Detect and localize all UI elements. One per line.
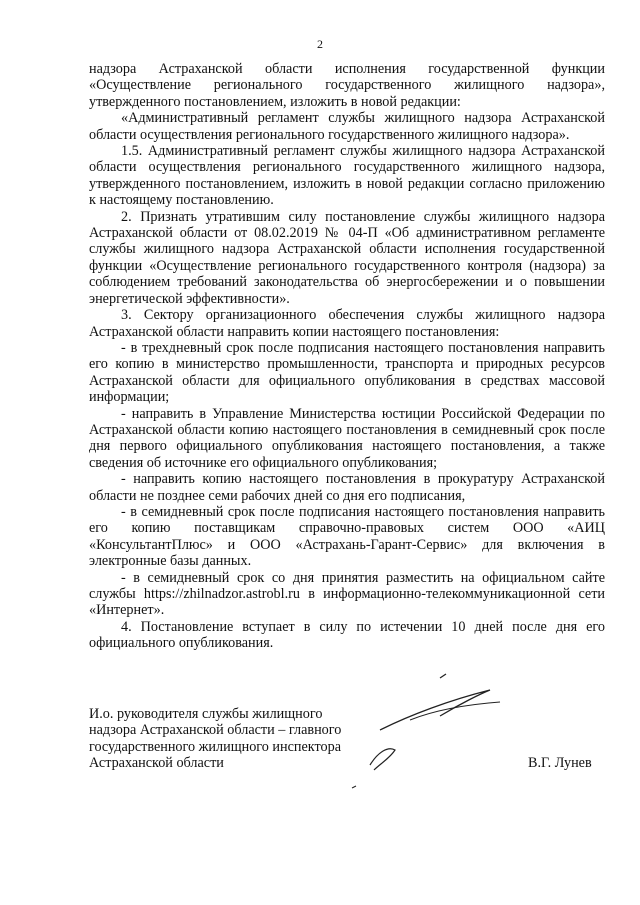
position-line: Астраханской области — [89, 755, 224, 772]
paragraph: 1.5. Административный регламент службы жилищного надзора Астраханской области осуществления регионального государственного жилищного надзора, утвержденного постановлением, изложить в новой редакции согласно приложению к настоящему постановлению. — [89, 143, 605, 209]
paragraph: - направить копию настоящего постановления в прокуратуру Астраханской области не позднее семи рабочих дней со дня его подписания, — [89, 471, 605, 504]
paragraph: 2. Признать утратившим силу постановление службы жилищного надзора Астраханской области от 08.02.2019 № 04-П «Об административном регламенте службы жилищного надзора Астраханской области исполнения государственной функции «Осуществление регионального государственного контроля (надзора) за соблюдением требований законодательства об энергосбережении и о повышении энергетической эффективности». — [89, 208, 605, 307]
paragraph: 3. Сектору организационного обеспечения службы жилищного надзора Астраханской области направить копии настоящего постановления: — [89, 307, 605, 340]
paragraph: - в семидневный срок со дня принятия разместить на официальном сайте службы https://zhilnadzor.astrobl.ru в информационно-телекоммуникационной сети «Интернет». — [89, 569, 605, 619]
document-body — [89, 61, 605, 652]
paragraph: «Административный регламент службы жилищного надзора Астраханской области осуществления регионального государственного жилищного надзора». — [89, 110, 605, 143]
position-line: надзора Астраханской области – главного — [89, 722, 342, 739]
position-line: И.о. руководителя службы жилищного — [89, 706, 323, 722]
handwritten-signature — [340, 660, 520, 800]
paragraph: - в семидневный срок после подписания настоящего постановления направить его копию поставщикам справочно-правовых систем ООО «АИЦ «КонсультантПлюс» и ООО «Астрахань-Гарант-Сервис» для включения в электронные базы данных. — [89, 503, 605, 570]
paragraph: - в трехдневный срок после подписания настоящего постановления направить его копию в министерство промышленности, транспорта и природных ресурсов Астраханской области для официального опубликования в средствах массовой информации; — [89, 339, 605, 406]
page-number: 2 — [317, 37, 323, 51]
position-line: государственного жилищного инспектора — [89, 738, 341, 755]
paragraph: 4. Постановление вступает в силу по истечении 10 дней после дня его официального опубликования. — [89, 618, 605, 652]
paragraph: надзора Астраханской области исполнения государственной функции «Осуществление регионального государственного жилищного надзора», утвержденного постановлением, изложить в новой редакции: — [89, 61, 605, 110]
signatory-name: В.Г. Лунев — [528, 755, 592, 771]
paragraph: - направить в Управление Министерства юстиции Российской Федерации по Астраханской области копию настоящего постановления в семидневный срок после дня первого официального опубликования настоящего постановления, а также сведения об источнике его официального опубликования; — [89, 405, 605, 471]
